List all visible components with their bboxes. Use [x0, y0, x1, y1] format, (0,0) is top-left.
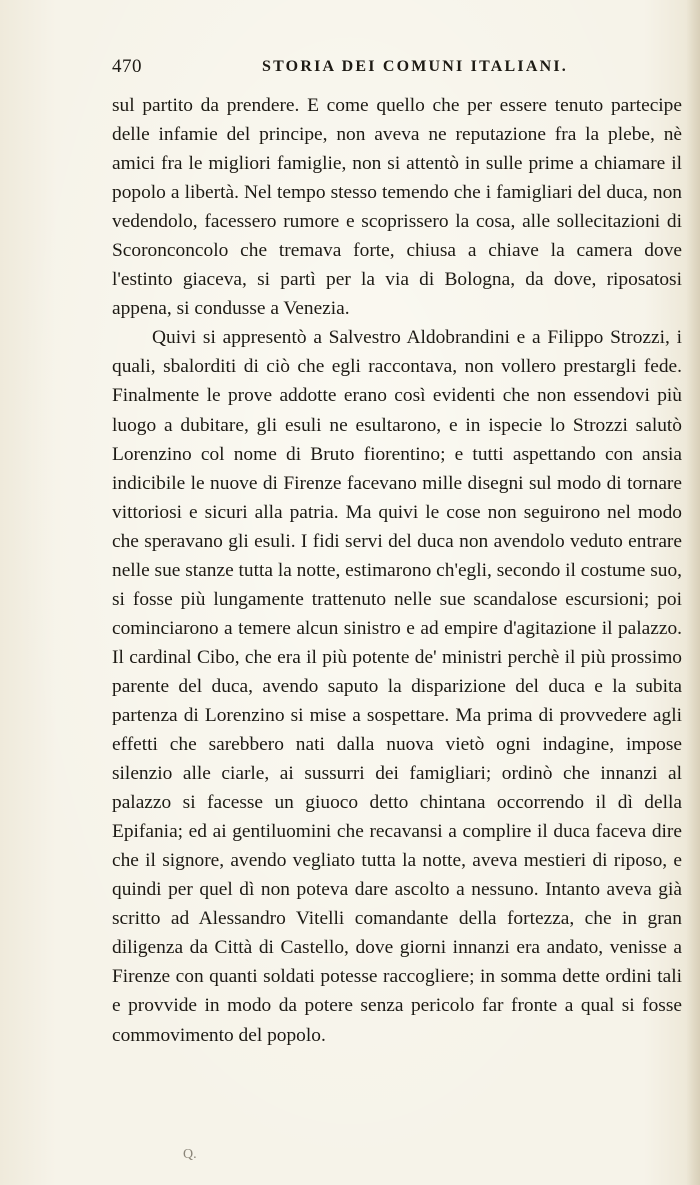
signature-mark: Q.: [183, 1147, 197, 1162]
page-header: [112, 56, 682, 86]
paragraph-continuation: sul partito da prendere. E come quello che per essere tenuto partecipe delle infamie del principe, non aveva ne reputazione fra la plebe, nè amici fra le migliori famiglie, non si attentò in sulle prime a chiamare il popolo a libertà. Nel tempo stesso temendo che i famigliari del duca, non vedendolo, facessero rumore e scoprissero la cosa, alle sollecitazioni di Scoronconcolo che tremava forte, chiusa a chiave la camera dove l'estinto giaceva, si partì per la via di Bologna, da dove, riposatosi appena, si condusse a Venezia.: [112, 95, 682, 320]
body-text: [112, 91, 682, 1050]
page-number: 470: [112, 56, 142, 77]
paragraph: Quivi si appresentò a Salvestro Aldobrandini e a Filippo Strozzi, i quali, sbalorditi di ciò che egli raccontava, non vollero prestargli fede. Finalmente le prove addotte erano così evidenti che non essendovi più luogo a dubitare, gli esuli ne esultarono, e in ispecie lo Strozzi salutò Lorenzino col nome di Bruto fiorentino; e tutti aspettando con ansia indicibile le nuove di Firenze facevano mille disegni sul modo di tornare vittoriosi e sicuri alla patria. Ma quivi le cose non seguirono nel modo che speravano gli esuli. I fidi servi del duca non avendolo veduto entrare nelle sue stanze tutta la notte, estimarono ch'egli, secondo il costume suo, si fosse più lungamente trattenuto nelle sue scandalose escursioni; poi cominciarono a temere alcun sinistro e ad empire d'agitazione il palazzo. Il cardinal Cibo, che era il più potente de' ministri perchè il più prossimo parente del duca, avendo saputo la disparizione del duca e la subita partenza di Lorenzino si mise a sospettare. Ma prima di provvedere agli effetti che sarebbero nati dalla nuova vietò ogni indagine, impose silenzio alle ciarle, ai sussurri dei famigliari; ordinò che innanzi al palazzo si facesse un giuoco detto chintana occorrendo il dì della Epifania; ed ai gentiluomini che recavansi a complire il duca faceva dire che il signore, avendo vegliato tutta la notte, aveva mestieri di riposo, e quindi per quel dì non poteva dare ascolto a nessuno. Intanto aveva già scritto ad Alessandro Vitelli comandante della fortezza, che in gran diligenza da Città di Castello, dove giorni innanzi era andato, venisse a Firenze con quanti soldati potesse raccogliere; in somma dette ordini tali e provvide in modo da potere senza pericolo far fronte a qual si fosse commovimento del popolo.: [112, 327, 682, 1046]
running-title: STORIA DEI COMUNI ITALIANI.: [262, 58, 568, 75]
page-edge-shadow: [686, 0, 700, 1185]
